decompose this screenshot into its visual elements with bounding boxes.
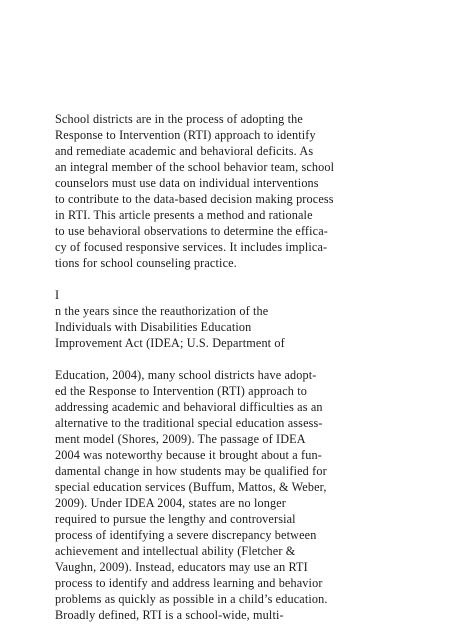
abstract-line: cy of focused responsive services. It includes implica-	[55, 240, 328, 254]
body-line: addressing academic and behavioral difficulties as an	[55, 400, 323, 414]
intro-line: Individuals with Disabilities Education	[55, 320, 252, 334]
body-line: required to pursue the lengthy and controversial	[55, 512, 296, 526]
body-line: process of identifying a severe discrepancy between	[55, 528, 317, 542]
abstract-line: counselors must use data on individual interventions	[55, 176, 319, 190]
intro-line: n the years since the reauthorization of the	[55, 304, 269, 318]
abstract-line: in RTI. This article presents a method and rationale	[55, 208, 313, 222]
body-line: damental change in how students may be qualified for	[55, 464, 327, 478]
body-line: Broadly defined, RTI is a school-wide, multi-	[55, 608, 284, 622]
abstract-line: Response to Intervention (RTI) approach to identify	[55, 128, 316, 142]
intro-line: Improvement Act (IDEA; U.S. Department of	[55, 336, 285, 350]
body-line: Education, 2004), many school districts have adopt-	[55, 368, 317, 382]
abstract-line: an integral member of the school behavior team, school	[55, 160, 335, 174]
body-line: process to identify and address learning and behavior	[55, 576, 323, 590]
body-line: Vaughn, 2009). Instead, educators may use an RTI	[55, 560, 308, 574]
abstract-line: and remediate academic and behavioral deficits. As	[55, 144, 314, 158]
body-line: special education services (Buffum, Mattos, & Weber,	[55, 480, 327, 494]
drop-cap: I	[55, 288, 60, 302]
abstract-line: to use behavioral observations to determine the effica-	[55, 224, 329, 238]
body-line: ment model (Shores, 2009). The passage of IDEA	[55, 432, 306, 446]
abstract-line: tions for school counseling practice.	[55, 256, 237, 270]
body-line: alternative to the traditional special education assess-	[55, 416, 323, 430]
abstract-line: School districts are in the process of adopting the	[55, 112, 303, 126]
body-line: 2004 was noteworthy because it brought about a fun-	[55, 448, 322, 462]
body-line: achievement and intellectual ability (Fletcher &	[55, 544, 296, 558]
body-line: 2009). Under IDEA 2004, states are no longer	[55, 496, 286, 510]
body-line: problems as quickly as possible in a child’s education.	[55, 592, 328, 606]
body-line: ed the Response to Intervention (RTI) approach to	[55, 384, 307, 398]
abstract-line: to contribute to the data-based decision making process	[55, 192, 334, 206]
